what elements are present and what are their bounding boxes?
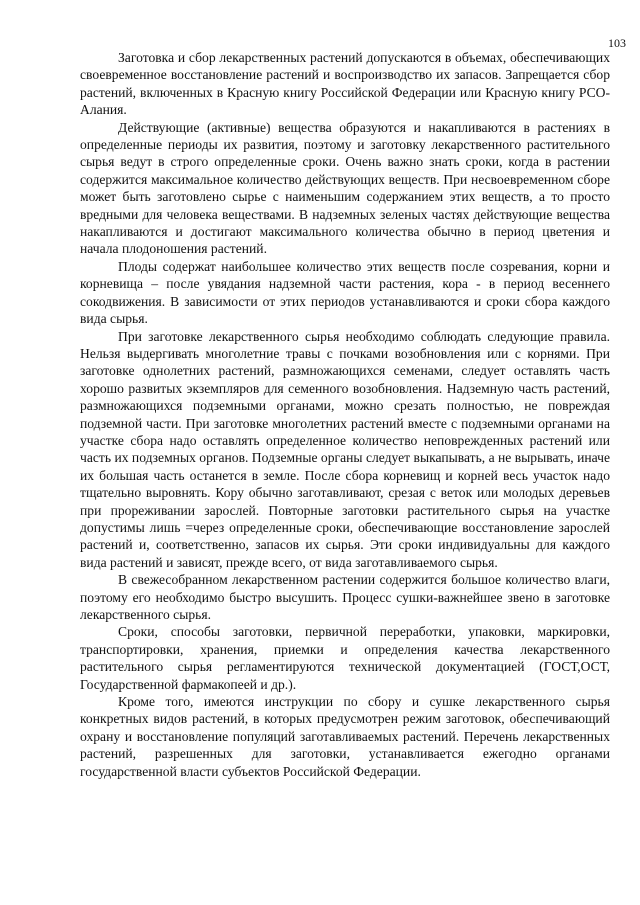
paragraph: При заготовке лекарственного сырья необходимо соблюдать следующие правила. Нельзя выдергивать многолетние травы с почками возобновления или с корнями. При заготовке однолетних растений, размножающихся семенами, следует оставлять часть хорошо развитых экземпляров для семенного возобновления. Надземную часть растений, размножающихся подземными органами, можно срезать полностью, не повреждая подземной части. При заготовке многолетних растений вместе с подземными органами на участке сбора надо оставлять определенное количество неповрежденных растений или часть их подземных органов. Подземные органы следует выкапывать, а не вырывать, иначе их большая часть останется в земле. После сбора корневищ и корней весь участок надо тщательно выровнять. Кору обычно заготавливают, срезая с веток или молодых деревьев при прореживании зарослей. Повторные заготовки растительного сырья на участке допустимы лишь =через определенные сроки, обеспечивающие восстановление зарослей растений и, соответственно, запасов их сырья. Эти сроки индивидуальны для каждого вида растений и зависят, прежде всего, от вида заготавливаемого сырья. [80, 328, 610, 570]
paragraph: Сроки, способы заготовки, первичной переработки, упаковки, маркировки, транспортировки, хранения, приемки и определения качества лекарственного растительного сырья регламентируются технической документацией (ГОСТ,ОСТ, Государственной фармакопеей и др.). [80, 624, 610, 692]
page-number: 103 [608, 36, 626, 50]
paragraph: Кроме того, имеются инструкции по сбору и сушке лекарственного сырья конкретных видов растений, в которых предусмотрен режим заготовок, обеспечивающий охрану и восстановление популяций заготавливаемых растений. Перечень лекарственных растений, разрешенных для заготовки, устанавливается ежегодно органами государственной власти субъектов Российской Федерации. [80, 694, 610, 779]
paragraph: Плоды содержат наибольшее количество этих веществ после созревания, корни и корневища – после увядания надземной части растения, кора - в период весеннего сокодвижения. В зависимости от этих периодов устанавливаются и сроки сбора каждого вида сырья. [80, 258, 610, 327]
paragraph: Действующие (активные) вещества образуются и накапливаются в растениях в определенные периоды их развития, поэтому и заготовку лекарственного растительного сырья ведут в строго определенные сроки. Очень важно знать сроки, когда в растении содержится максимальное количество действующих веществ. При несвоевременном сборе может быть заготовлено сырье с наименьшим содержанием этих веществ, а то просто вредными для человека веществами. В надземных зеленых частях действующие вещества накапливаются и достигают максимального количества обычно в период цветения и начала плодоношения растений. [80, 119, 610, 257]
paragraph: В свежесобранном лекарственном растении содержится большое количество влаги, поэтому его необходимо быстро высушить. Процесс сушки-важнейшее звено в заготовке лекарственного сырья. [80, 572, 610, 622]
body-text [80, 49, 610, 780]
paragraph: Заготовка и сбор лекарственных растений допускаются в объемах, обеспечивающих своевременное восстановление растений и воспроизводство их запасов. Запрещается сбор растений, включенных в Красную книгу Российской Федерации или Красную книгу РСО-Алания. [80, 50, 610, 118]
